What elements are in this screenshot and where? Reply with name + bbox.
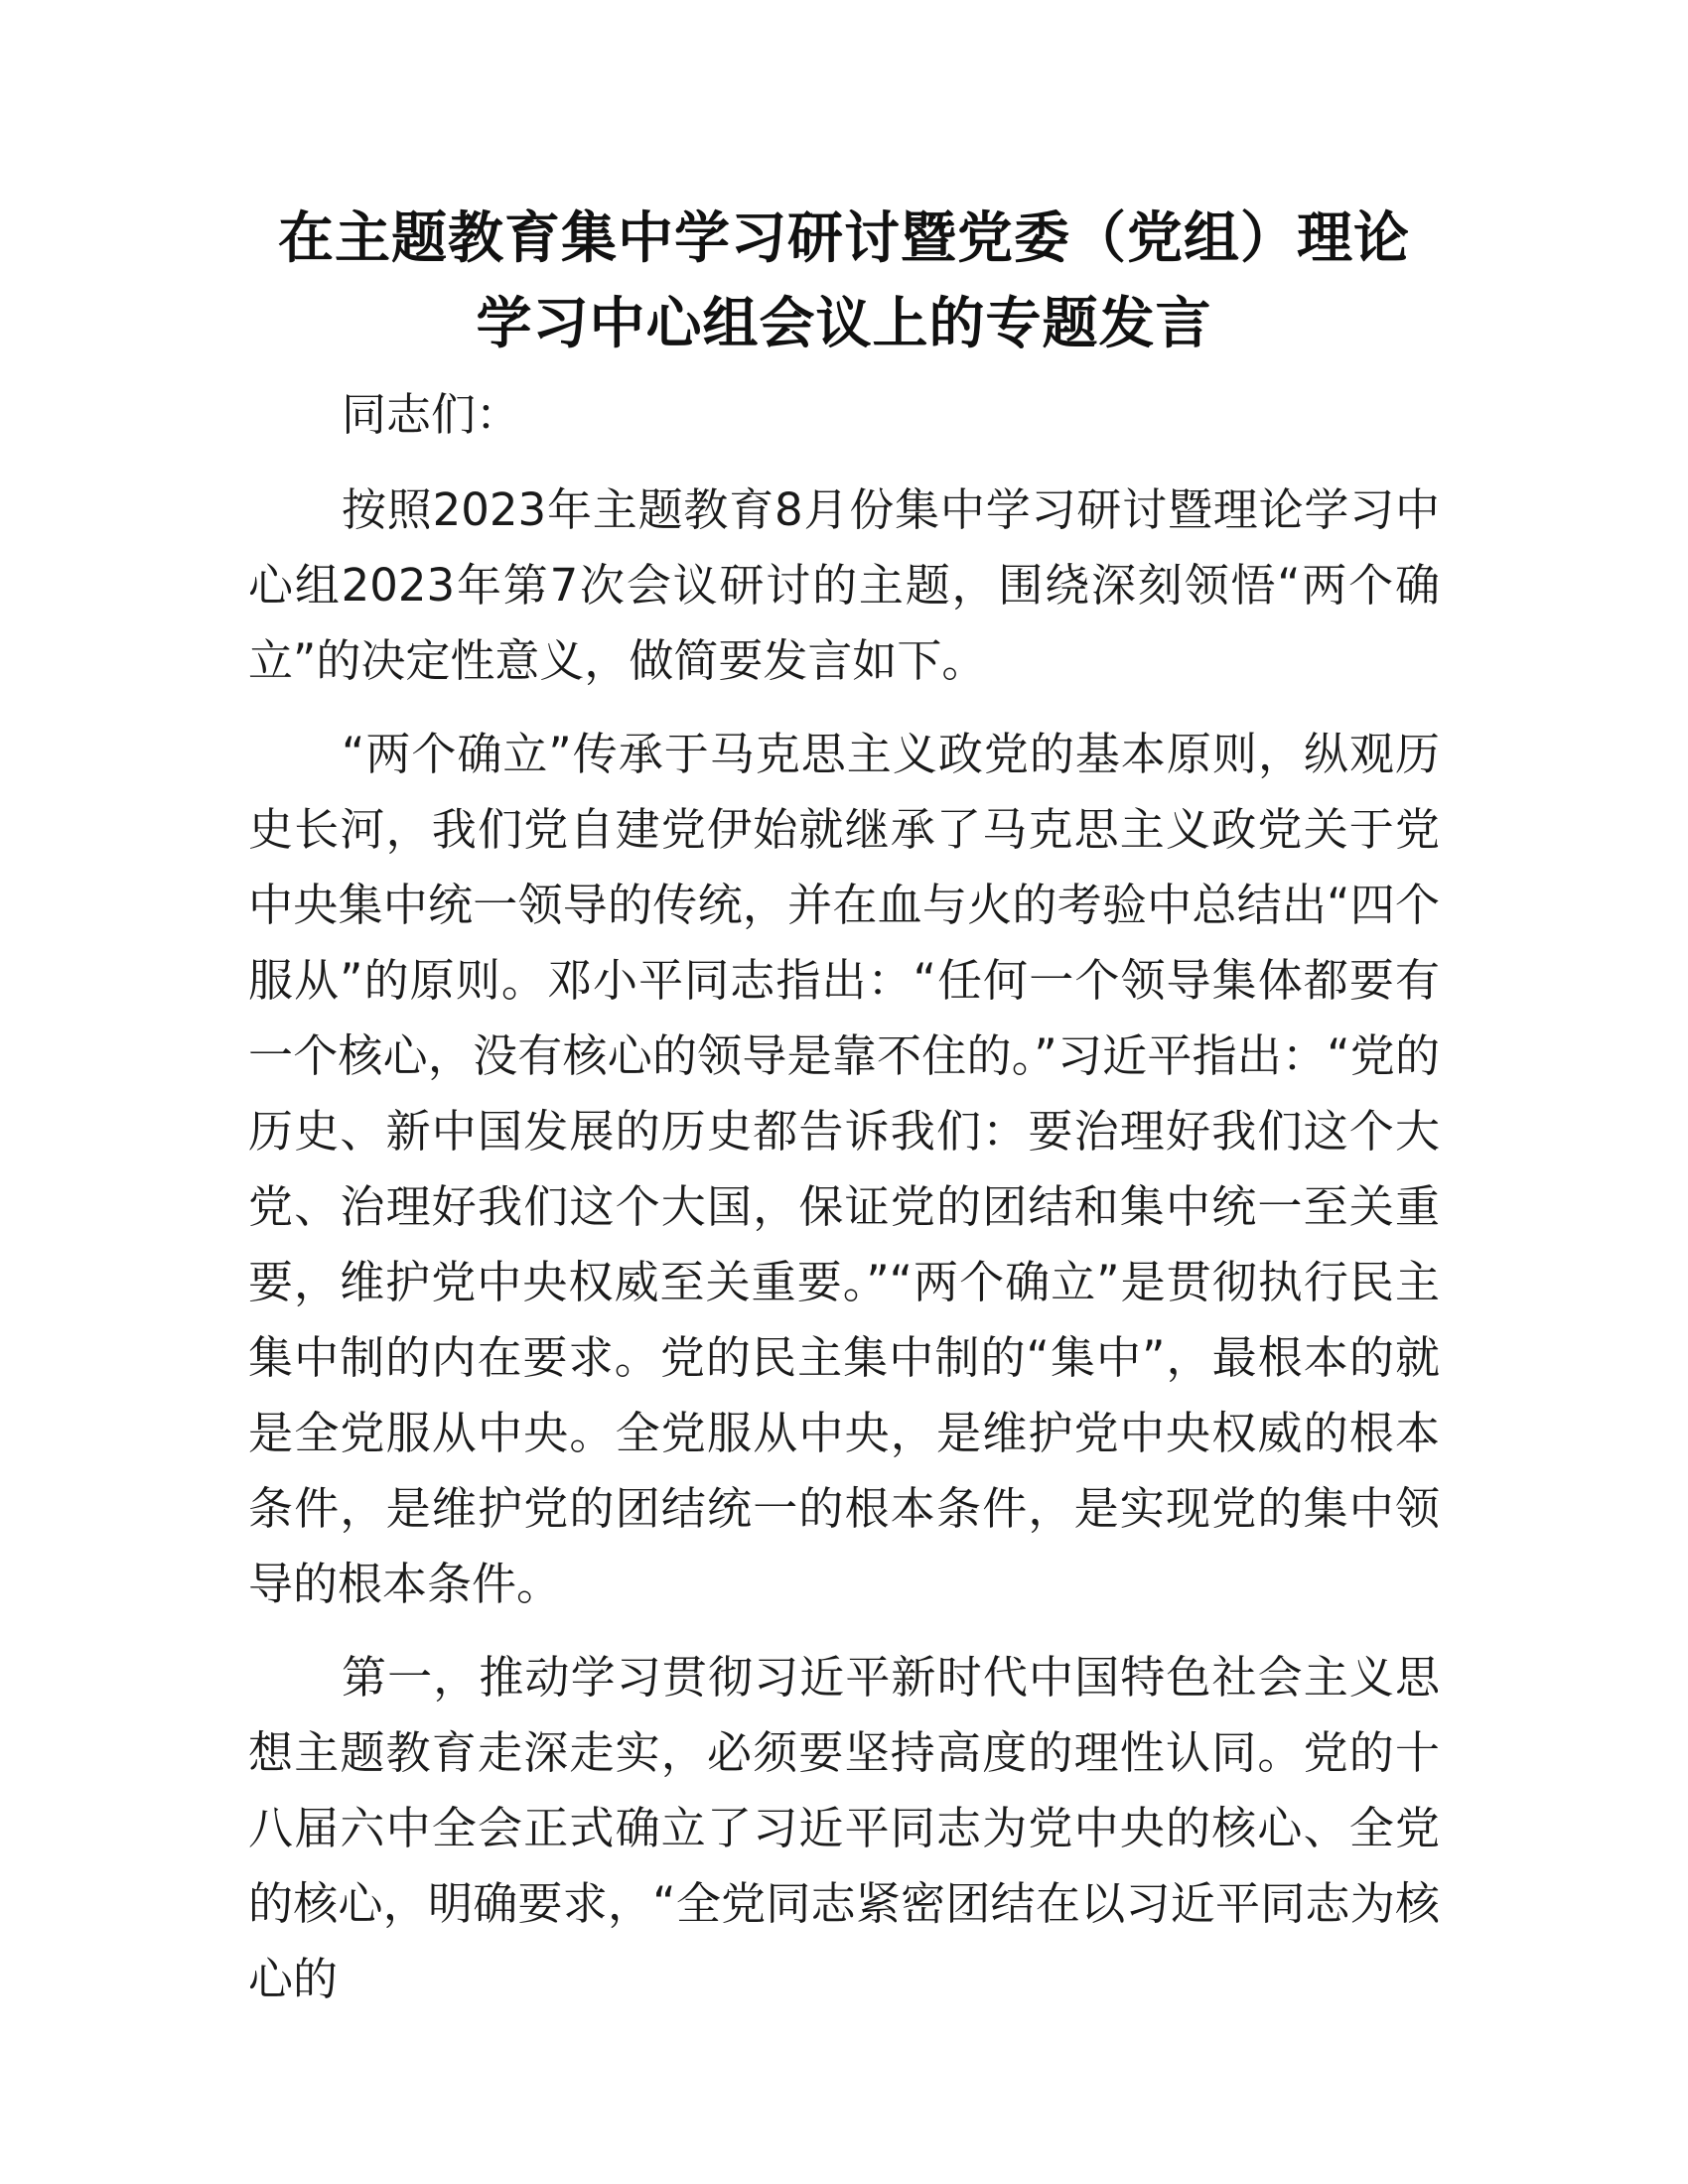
paragraph-1: 按照2023年主题教育8月份集中学习研讨暨理论学习中心组2023年第7次会议研讨的主题，围绕深刻领悟“两个确立”的决定性意义，做简要发言如下。 xyxy=(248,483,1440,687)
paragraph-3: 第一，推动学习贯彻习近平新时代中国特色社会主义思想主题教育走深走实，必须要坚持高度的理性认同。党的十八届六中全会正式确立了习近平同志为党中央的核心、全党的核心，明确要求，“全党同志紧密团结在以习近平同志为核心的 xyxy=(248,1651,1440,2005)
document-body xyxy=(248,377,1440,2035)
salutation: 同志们： xyxy=(342,388,521,441)
paragraph-2: “两个确立”传承于马克思主义政党的基本原则，纵观历史长河，我们党自建党伊始就继承了马克思主义政党关于党中央集中统一领导的传统，并在血与火的考验中总结出“四个服从”的原则。邓小平同志指出：“任何一个领导集体都要有一个核心，没有核心的领导是靠不住的。”习近平指出：“党的历史、新中国发展的历史都告诉我们：要治理好我们这个大党、治理好我们这个大国，保证党的团结和集中统一至关重要，维护党中央权威至关重要。”“两个确立”是贯彻执行民主集中制的内在要求。党的民主集中制的“集中”，最根本的就是全党服从中央。全党服从中央，是维护党中央权威的根本条件，是维护党的团结统一的根本条件，是实现党的集中领导的根本条件。 xyxy=(248,728,1440,1610)
title-line-2: 学习中心组会议上的专题发言 xyxy=(476,292,1212,356)
title-line-1: 在主题教育集中学习研讨暨党委（党组）理论 xyxy=(278,206,1410,271)
document-title xyxy=(199,197,1489,367)
